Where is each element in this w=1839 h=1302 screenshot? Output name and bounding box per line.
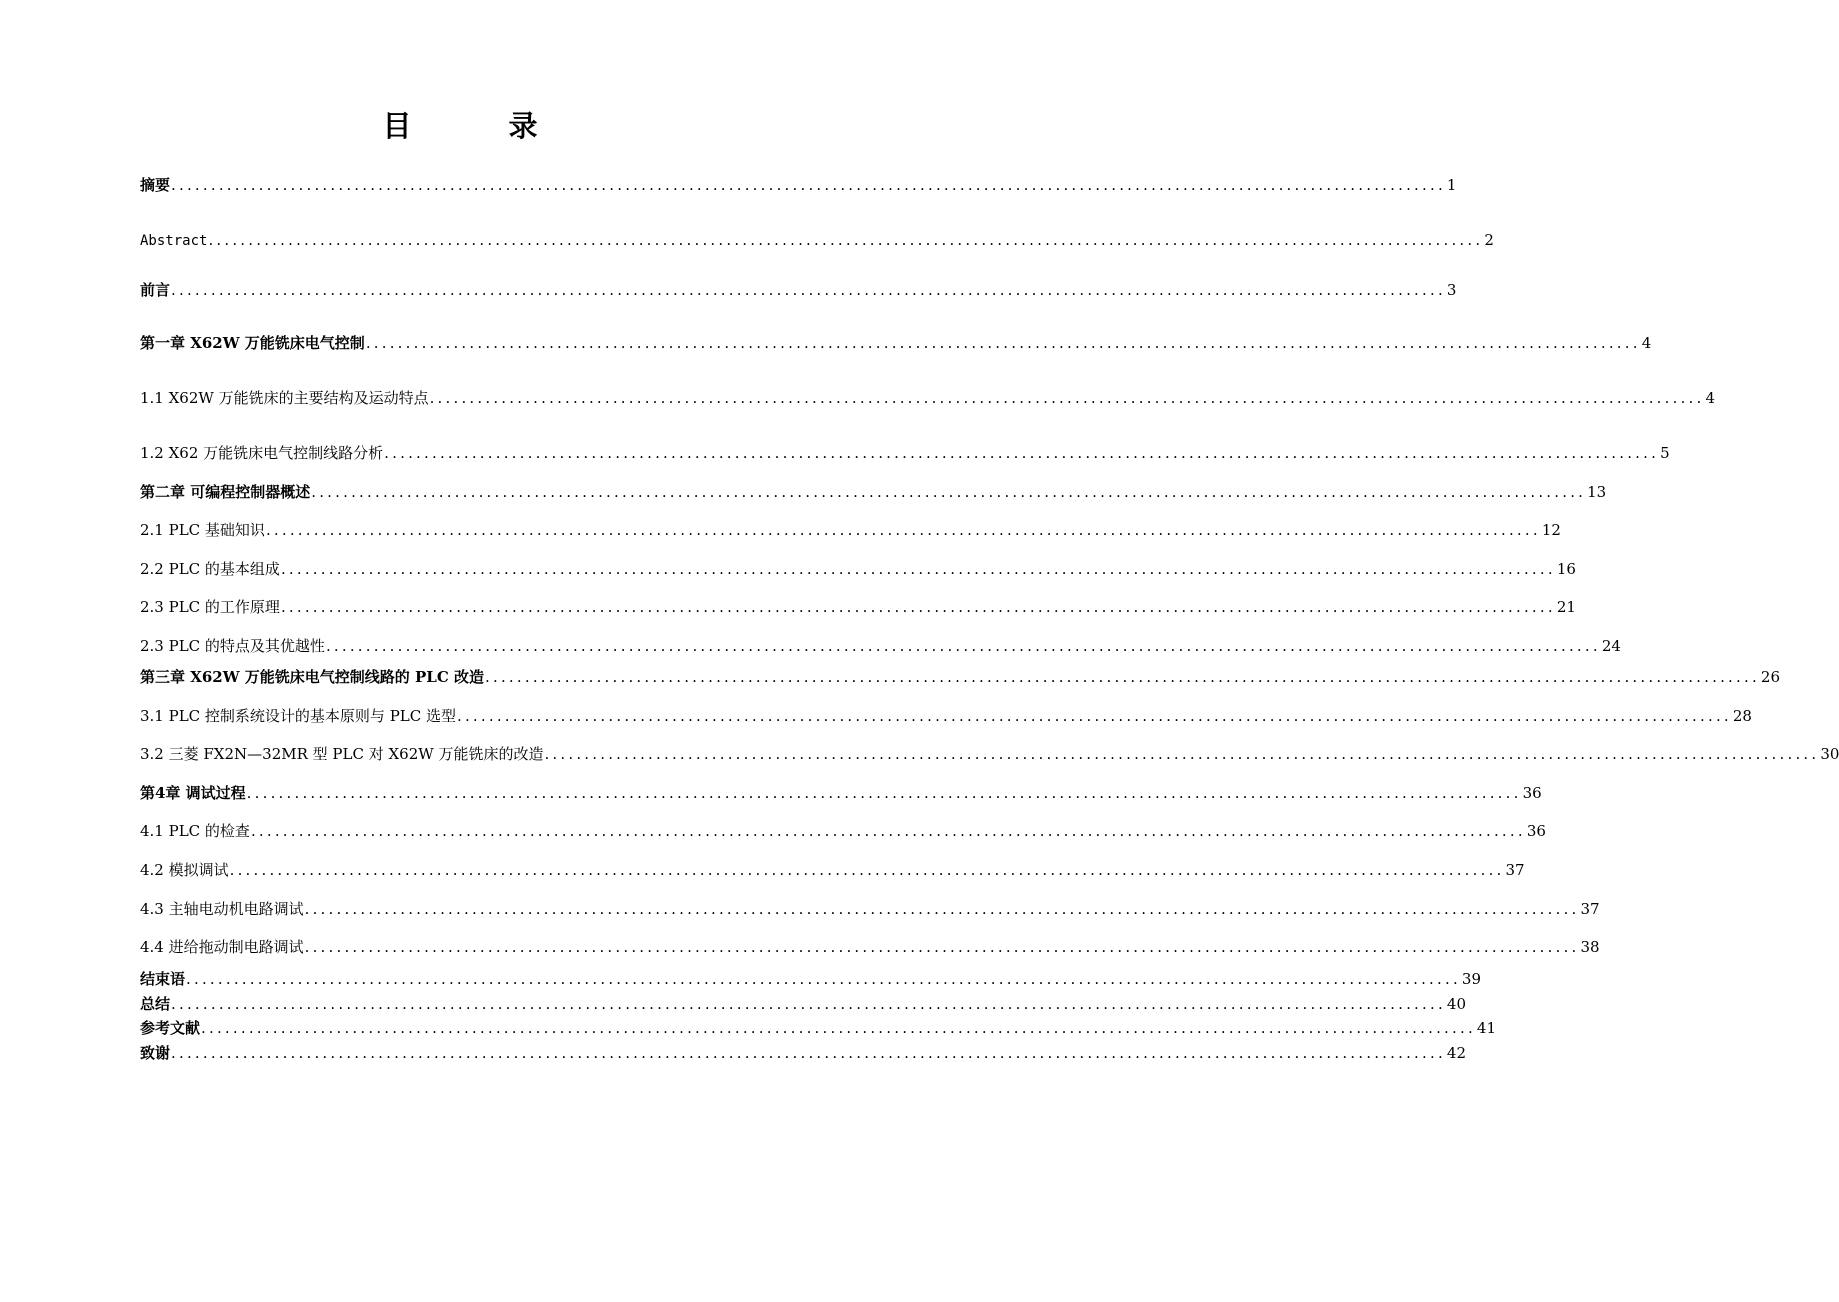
toc-leader-dots: ................................................................................................................................................................ bbox=[229, 861, 1505, 879]
toc-entry[interactable] bbox=[140, 936, 1600, 958]
toc-entry-title: 3.1 PLC 控制系统设计的基本原则与 PLC 选型 bbox=[140, 707, 456, 725]
toc-entry-page-number: 4 bbox=[1705, 389, 1716, 407]
toc-entry-page-number: 38 bbox=[1580, 938, 1600, 956]
toc-entry-title: 4.4 进给拖动制电路调试 bbox=[140, 938, 304, 956]
toc-leader-dots: ................................................................................................................................................................ bbox=[365, 334, 1641, 352]
toc-entry-title: Abstract bbox=[140, 233, 208, 249]
toc-entry-page-number: 37 bbox=[1580, 900, 1600, 918]
toc-entry-page-number: 24 bbox=[1601, 637, 1621, 655]
toc-leader-dots: ................................................................................................................................................................ bbox=[171, 176, 1446, 194]
toc-entry-page-number: 41 bbox=[1476, 1019, 1496, 1037]
toc-entry-page-number: 13 bbox=[1587, 483, 1607, 501]
toc-entry-title: 第4章 调试过程 bbox=[140, 784, 246, 802]
toc-entry[interactable] bbox=[140, 666, 1780, 688]
toc-leader-dots: ................................................................................................................................................................ bbox=[325, 637, 1601, 655]
toc-entry-page-number: 39 bbox=[1461, 970, 1481, 988]
toc-entry-page-number: 36 bbox=[1522, 784, 1542, 802]
toc-entry-page-number: 5 bbox=[1660, 444, 1670, 462]
toc-entry[interactable] bbox=[140, 519, 1561, 541]
toc-entry-page-number: 28 bbox=[1732, 707, 1752, 725]
toc-entry[interactable] bbox=[140, 558, 1576, 580]
toc-leader-dots: ................................................................................................................................................................ bbox=[201, 1019, 1476, 1037]
toc-entry-title: 第三章 X62W 万能铣床电气控制线路的 PLC 改造 bbox=[140, 668, 485, 686]
toc-entry-page-number: 36 bbox=[1526, 822, 1546, 840]
toc-entry[interactable] bbox=[140, 968, 1481, 990]
toc-entry-page-number: 21 bbox=[1556, 598, 1576, 616]
toc-entry-title: 4.1 PLC 的检查 bbox=[140, 822, 250, 840]
page-title: 目 录 bbox=[382, 109, 572, 143]
toc-leader-dots: ................................................................................................................................................................ bbox=[280, 560, 1556, 578]
toc-entry[interactable] bbox=[140, 820, 1546, 842]
toc-entry-title: 2.3 PLC 的工作原理 bbox=[140, 598, 280, 616]
toc-entry-page-number: 4 bbox=[1641, 334, 1652, 352]
toc-leader-dots: ................................................................................................................................................................ bbox=[171, 995, 1446, 1013]
toc-entry[interactable] bbox=[140, 1042, 1466, 1064]
toc-entry[interactable] bbox=[140, 743, 1839, 765]
toc-leader-dots: ................................................................................................................................................................ bbox=[485, 668, 1760, 686]
toc-entry-title: 结束语 bbox=[140, 970, 186, 988]
toc-entry-title: 前言 bbox=[140, 281, 171, 299]
toc-leader-dots: ................................................................................................................................................................ bbox=[246, 784, 1522, 802]
toc-entry-page-number: 40 bbox=[1446, 995, 1466, 1013]
toc-leader-dots: ................................................................................................................................................................ bbox=[384, 444, 1660, 462]
toc-entry[interactable] bbox=[140, 481, 1607, 503]
toc-entry[interactable] bbox=[140, 993, 1466, 1015]
toc-entry-page-number: 30 bbox=[1820, 745, 1839, 763]
toc-entry[interactable] bbox=[140, 898, 1600, 920]
toc-entry[interactable] bbox=[140, 442, 1670, 464]
toc-entry-page-number: 3 bbox=[1446, 281, 1457, 299]
toc-entry-title: 4.2 模拟调试 bbox=[140, 861, 229, 879]
toc-entry[interactable] bbox=[140, 387, 1716, 409]
toc-leader-dots: ................................................................................................................................................................ bbox=[544, 745, 1820, 763]
toc-entry[interactable] bbox=[140, 1017, 1496, 1039]
toc-leader-dots: ................................................................................................................................................................ bbox=[171, 1044, 1446, 1062]
toc-entry[interactable] bbox=[140, 859, 1525, 881]
toc-entry-page-number: 26 bbox=[1760, 668, 1780, 686]
toc-entry-title: 参考文献 bbox=[140, 1019, 201, 1037]
toc-leader-dots: ................................................................................................................................................................ bbox=[208, 231, 1484, 249]
toc-entry[interactable] bbox=[140, 174, 1457, 196]
toc-entry-page-number: 1 bbox=[1446, 176, 1457, 194]
toc-entry-title: 2.2 PLC 的基本组成 bbox=[140, 560, 280, 578]
toc-entry-page-number: 37 bbox=[1505, 861, 1525, 879]
toc-leader-dots: ................................................................................................................................................................ bbox=[429, 389, 1705, 407]
toc-entry-title: 摘要 bbox=[140, 176, 171, 194]
toc-leader-dots: ................................................................................................................................................................ bbox=[457, 707, 1732, 725]
toc-entry-title: 致谢 bbox=[140, 1044, 171, 1062]
toc-leader-dots: ................................................................................................................................................................ bbox=[171, 281, 1446, 299]
toc-entry-page-number: 16 bbox=[1556, 560, 1576, 578]
toc-entry[interactable] bbox=[140, 635, 1621, 657]
toc-entry-page-number: 42 bbox=[1446, 1044, 1466, 1062]
toc-entry-page-number: 12 bbox=[1541, 521, 1561, 539]
toc-leader-dots: ................................................................................................................................................................ bbox=[304, 900, 1580, 918]
toc-entry[interactable] bbox=[140, 705, 1752, 727]
toc-entry-title: 4.3 主轴电动机电路调试 bbox=[140, 900, 304, 918]
toc-entry[interactable] bbox=[140, 782, 1542, 804]
toc-leader-dots: ................................................................................................................................................................ bbox=[265, 521, 1541, 539]
toc-entry-title: 3.2 三菱 FX2N—32MR 型 PLC 对 X62W 万能铣床的改造 bbox=[140, 745, 544, 763]
toc-leader-dots: ................................................................................................................................................................ bbox=[311, 483, 1587, 501]
toc-entry-title: 2.3 PLC 的特点及其优越性 bbox=[140, 637, 325, 655]
toc-leader-dots: ................................................................................................................................................................ bbox=[304, 938, 1580, 956]
toc-leader-dots: ................................................................................................................................................................ bbox=[280, 598, 1556, 616]
toc-entry-title: 1.2 X62 万能铣床电气控制线路分析 bbox=[140, 444, 384, 462]
toc-leader-dots: ................................................................................................................................................................ bbox=[186, 970, 1461, 988]
toc-entry[interactable] bbox=[140, 596, 1576, 618]
toc-entry-title: 总结 bbox=[140, 995, 171, 1013]
toc-entry[interactable] bbox=[140, 229, 1494, 251]
toc-entry[interactable] bbox=[140, 279, 1457, 301]
toc-entry-page-number: 2 bbox=[1484, 231, 1494, 249]
toc-entry-title: 2.1 PLC 基础知识 bbox=[140, 521, 265, 539]
toc-entry[interactable] bbox=[140, 332, 1652, 354]
toc-leader-dots: ................................................................................................................................................................ bbox=[250, 822, 1526, 840]
toc-entry-title: 1.1 X62W 万能铣床的主要结构及运动特点 bbox=[140, 389, 429, 407]
toc-entry-title: 第二章 可编程控制器概述 bbox=[140, 483, 311, 501]
toc-entry-title: 第一章 X62W 万能铣床电气控制 bbox=[140, 334, 365, 352]
